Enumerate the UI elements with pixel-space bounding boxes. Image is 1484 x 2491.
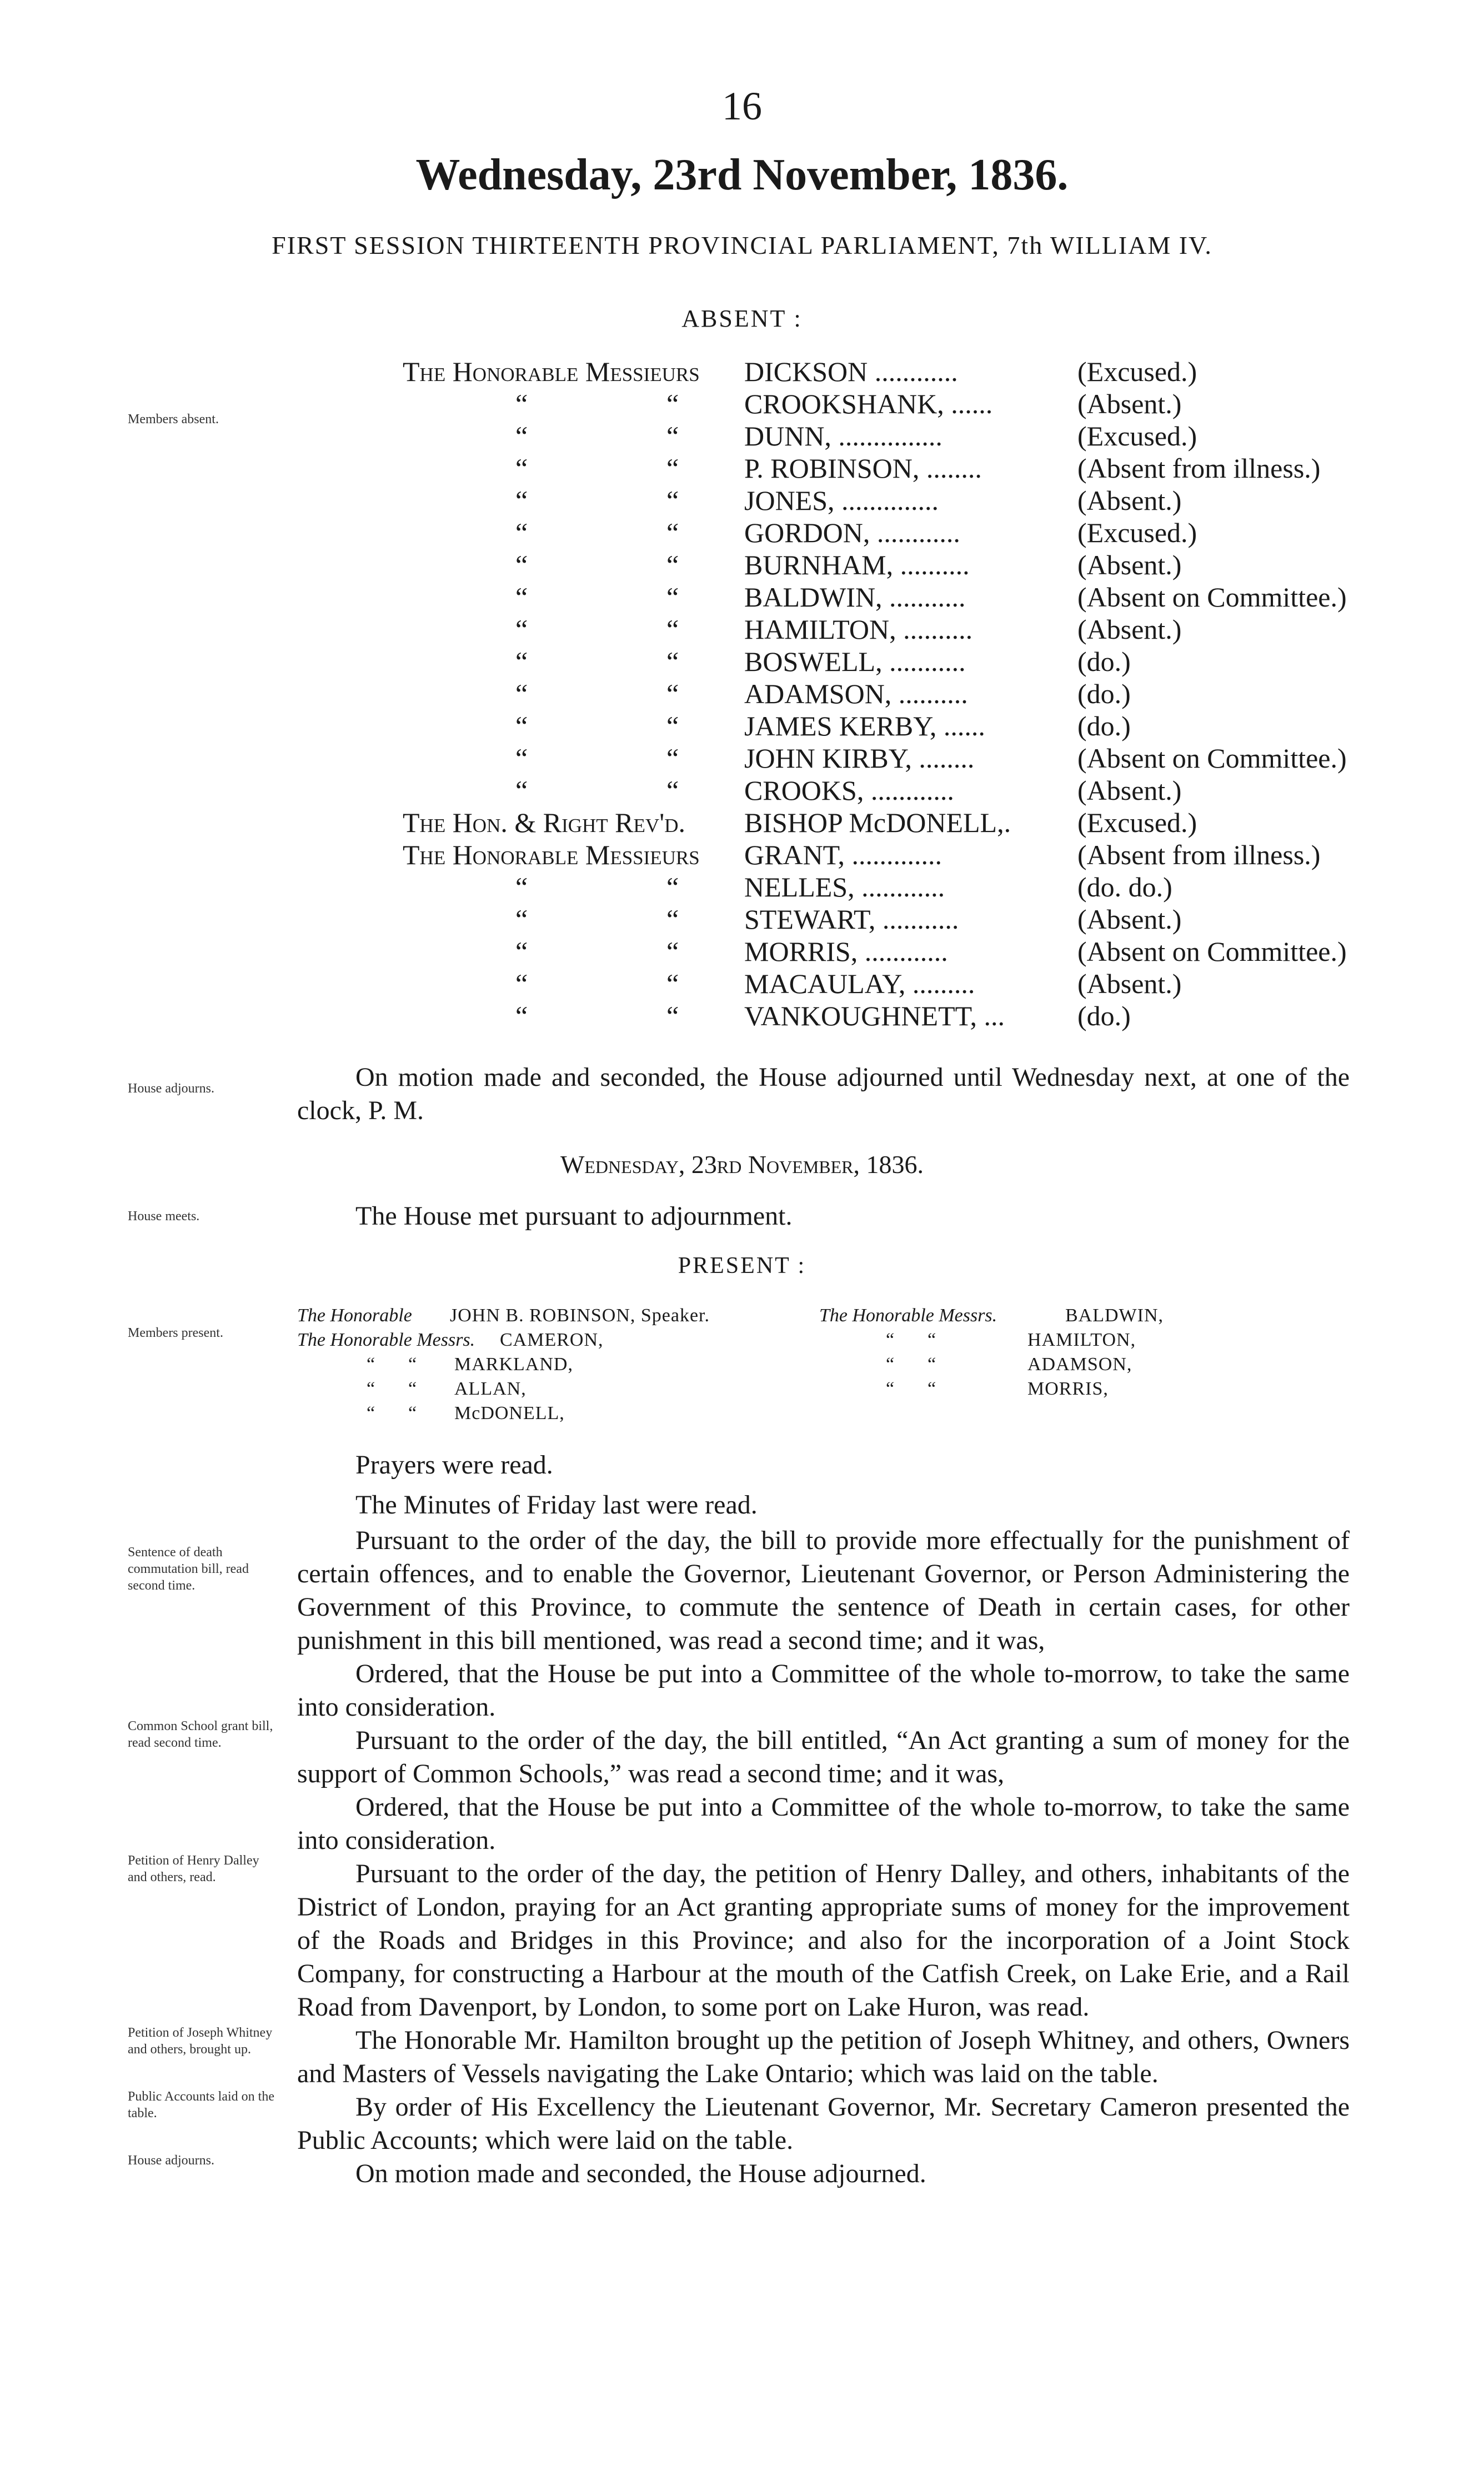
- member-status: (Excused.): [1077, 517, 1197, 548]
- school-bill-text: Pursuant to the order of the day, the bill entitled, “An Act granting a sum of money for the support of Common Schools,” was read a second time; and it was,: [297, 1726, 1350, 1788]
- adjourn-2-text: On motion made and seconded, the House adjourned.: [355, 2159, 926, 2188]
- absent-member-row: [0, 774, 1484, 806]
- absent-member-row: [0, 903, 1484, 935]
- ditto-mark: “: [666, 582, 679, 613]
- member-name: GORDON, ............: [744, 517, 960, 548]
- member-name: CAMERON,: [500, 1330, 604, 1350]
- school-bill-paragraph: [297, 1724, 1350, 1791]
- margin-note-petition-whitney: Petition of Joseph Whitney and others, brought up.: [128, 2026, 273, 2057]
- dalley-petition-text: Pursuant to the order of the day, the petition of Henry Dalley, and others, inhabitants of the District of London, praying for an Act granting appropriate sums of money for the improvement of the Roads and Bridges in this Province; and also for the incorporation of a Joint Stock Company, for constructing a Harbour at the mouth of the Catfish Creek, on Lake Erie, and a Rail Road from Davenport, by London, to some port on Lake Huron, was read.: [297, 1859, 1350, 2022]
- margin-note-sentence-of-death: Sentence of death commutation bill, read second time.: [128, 1545, 249, 1593]
- member-name: BALDWIN, ...........: [744, 582, 966, 613]
- member-status: (Absent from illness.): [1077, 839, 1321, 870]
- ditto-mark: “: [666, 871, 679, 903]
- margin-note-members-present: Members present.: [128, 1326, 223, 1340]
- ditto-mark: “: [408, 1354, 417, 1375]
- absent-member-row: [0, 839, 1484, 871]
- absent-member-row: [0, 935, 1484, 968]
- ditto-mark: “: [666, 388, 679, 419]
- accounts-text: By order of His Excellency the Lieutenant Governor, Mr. Secretary Cameron presented the Public Accounts; which were laid on the table.: [297, 2092, 1350, 2155]
- prayers-text: Prayers were read.: [355, 1450, 553, 1480]
- member-status: (do.): [1077, 1000, 1131, 1031]
- member-name: ADAMSON, ..........: [744, 678, 968, 709]
- member-name: STEWART, ...........: [744, 904, 959, 935]
- ditto-mark: “: [515, 775, 528, 806]
- ditto-mark: “: [515, 678, 528, 709]
- ditto-mark: “: [886, 1379, 895, 1399]
- date-line: Wednesday, 23rd November, 1836.: [560, 1150, 924, 1179]
- member-status: (do.): [1077, 646, 1131, 677]
- ditto-mark: “: [515, 453, 528, 484]
- ditto-mark: “: [666, 453, 679, 484]
- ditto-mark: “: [515, 710, 528, 741]
- ditto-mark: “: [515, 1000, 528, 1031]
- ditto-mark: “: [367, 1354, 375, 1375]
- ditto-mark: “: [927, 1379, 936, 1399]
- present-member-row: [0, 1354, 1484, 1380]
- death-bill-paragraph: [297, 1524, 1350, 1657]
- member-name: MARKLAND,: [454, 1354, 573, 1375]
- present-member-row: [0, 1379, 1484, 1404]
- member-title: The Honorable Messrs.: [819, 1305, 997, 1326]
- member-name: MACAULAY, .........: [744, 968, 975, 999]
- ditto-mark: “: [515, 420, 528, 452]
- whitney-petition-text: The Honorable Mr. Hamilton brought up the petition of Joseph Whitney, and others, Owners and Masters of Vessels navigating the Lake Ontario; which was laid on the table.: [297, 2026, 1350, 2088]
- absent-member-row: [0, 484, 1484, 517]
- ditto-mark: “: [666, 678, 679, 709]
- ditto-mark: “: [515, 871, 528, 903]
- page-number: 16: [722, 84, 762, 128]
- member-title: The Honorable Messieurs: [403, 839, 700, 870]
- session-line: FIRST SESSION THIRTEENTH PROVINCIAL PARLIAMENT, 7th WILLIAM IV.: [272, 231, 1212, 259]
- member-name: JOHN B. ROBINSON, Speaker.: [450, 1305, 710, 1326]
- ditto-mark: “: [367, 1379, 375, 1399]
- margin-note-house-adjourns-2: House adjourns.: [128, 2153, 214, 2168]
- ditto-mark: “: [408, 1379, 417, 1399]
- member-title: The Honorable Messrs.: [297, 1330, 475, 1350]
- absent-member-row: [0, 710, 1484, 742]
- member-name: HAMILTON, ..........: [744, 614, 973, 645]
- member-status: (Excused.): [1077, 807, 1197, 838]
- ditto-mark: “: [666, 743, 679, 774]
- margin-note-public-accounts: Public Accounts laid on the table.: [128, 2089, 274, 2121]
- school-ordered-text: Ordered, that the House be put into a Committee of the whole to-morrow, to take the same into consideration.: [297, 1792, 1350, 1855]
- ditto-mark: “: [666, 485, 679, 516]
- absent-member-row: [0, 1000, 1484, 1032]
- member-status: (do. do.): [1077, 871, 1172, 903]
- dalley-petition-paragraph: [297, 1857, 1350, 2024]
- ditto-mark: “: [666, 1000, 679, 1031]
- adjourn-2-paragraph: [297, 2157, 1350, 2191]
- member-status: (Absent on Committee.): [1077, 743, 1347, 774]
- ditto-mark: “: [666, 710, 679, 741]
- ditto-mark: “: [515, 904, 528, 935]
- ditto-mark: “: [666, 517, 679, 548]
- ditto-mark: “: [666, 968, 679, 999]
- member-status: (Absent from illness.): [1077, 453, 1321, 484]
- member-name: BALDWIN,: [1065, 1305, 1164, 1326]
- member-status: (Absent.): [1077, 485, 1182, 516]
- member-name: ADAMSON,: [1027, 1354, 1132, 1375]
- member-name: BISHOP McDONELL,.: [744, 807, 1011, 838]
- ditto-mark: “: [886, 1330, 895, 1350]
- ditto-mark: “: [515, 646, 528, 677]
- member-status: (do.): [1077, 710, 1131, 741]
- ditto-mark: “: [515, 549, 528, 580]
- absent-member-row: [0, 581, 1484, 613]
- absent-member-row: [0, 517, 1484, 549]
- member-name: NELLES, ............: [744, 871, 945, 903]
- ditto-mark: “: [515, 936, 528, 967]
- ditto-mark: “: [666, 775, 679, 806]
- margin-note-members-absent: Members absent.: [128, 412, 219, 427]
- member-name: MORRIS, ............: [744, 936, 948, 967]
- death-ordered-paragraph: [297, 1657, 1350, 1724]
- ditto-mark: “: [666, 614, 679, 645]
- ditto-mark: “: [515, 485, 528, 516]
- member-status: (Absent.): [1077, 904, 1182, 935]
- ditto-mark: “: [515, 517, 528, 548]
- accounts-paragraph: [297, 2091, 1350, 2157]
- absent-member-row: [0, 549, 1484, 581]
- page-title: Wednesday, 23rd November, 1836.: [415, 151, 1069, 199]
- member-name: MORRIS,: [1027, 1379, 1109, 1399]
- member-name: HAMILTON,: [1027, 1330, 1136, 1350]
- minutes-paragraph: [297, 1488, 1350, 1522]
- member-name: ALLAN,: [454, 1379, 527, 1399]
- member-status: (Absent.): [1077, 775, 1182, 806]
- member-name: CROOKSHANK, ......: [744, 388, 993, 419]
- margin-note-common-school: Common School grant bill, read second time.: [128, 1719, 273, 1750]
- death-ordered-text: Ordered, that the House be put into a Committee of the whole to-morrow, to take the same into consideration.: [297, 1659, 1350, 1722]
- ditto-mark: “: [666, 936, 679, 967]
- adjourn-text: On motion made and seconded, the House adjourned until Wednesday next, at one of the clock, P. M.: [297, 1062, 1350, 1125]
- member-status: (Absent.): [1077, 388, 1182, 419]
- ditto-mark: “: [408, 1403, 417, 1424]
- member-title: The Honorable Messieurs: [403, 356, 700, 387]
- member-name: DUNN, ...............: [744, 420, 942, 452]
- ditto-mark: “: [367, 1403, 375, 1424]
- house-met-paragraph: [297, 1200, 1350, 1233]
- prayers-paragraph: [297, 1449, 1350, 1482]
- ditto-mark: “: [666, 904, 679, 935]
- member-name: JONES, ..............: [744, 485, 939, 516]
- absent-member-row: [0, 613, 1484, 645]
- school-ordered-paragraph: [297, 1791, 1350, 1857]
- member-title: The Hon. & Right Rev'd.: [403, 807, 685, 838]
- adjourn-paragraph: [297, 1061, 1350, 1127]
- ditto-mark: “: [515, 968, 528, 999]
- member-name: P. ROBINSON, ........: [744, 453, 982, 484]
- member-status: (Excused.): [1077, 420, 1197, 452]
- present-member-row: [0, 1403, 1484, 1429]
- member-name: JOHN KIRBY, ........: [744, 743, 975, 774]
- present-heading: PRESENT :: [678, 1253, 806, 1279]
- margin-note-house-adjourns: House adjourns.: [128, 1081, 214, 1096]
- absent-member-row: [0, 678, 1484, 710]
- member-status: (Absent on Committee.): [1077, 936, 1347, 967]
- absent-heading: ABSENT :: [681, 305, 803, 332]
- absent-member-row: [0, 968, 1484, 1000]
- whitney-petition-paragraph: [297, 2024, 1350, 2091]
- margin-note-petition-dalley: Petition of Henry Dalley and others, read.: [128, 1853, 259, 1884]
- ditto-mark: “: [886, 1354, 895, 1375]
- absent-member-row: [0, 806, 1484, 839]
- present-member-row: [0, 1305, 1484, 1331]
- death-bill-text: Pursuant to the order of the day, the bill to provide more effectually for the punishment of certain offences, and to enable the Governor, Lieutenant Governor, or Person Administering the Government of this Province, to commute the sentence of Death in certain cases, for other punishment in this bill mentioned, was read a second time; and it was,: [297, 1526, 1350, 1655]
- ditto-mark: “: [515, 388, 528, 419]
- absent-member-row: [0, 645, 1484, 678]
- ditto-mark: “: [515, 582, 528, 613]
- absent-member-row: [0, 871, 1484, 903]
- ditto-mark: “: [927, 1330, 936, 1350]
- member-name: DICKSON ............: [744, 356, 958, 387]
- ditto-mark: “: [666, 646, 679, 677]
- member-status: (Absent.): [1077, 614, 1182, 645]
- absent-member-row: [0, 355, 1484, 388]
- member-status: (Excused.): [1077, 356, 1197, 387]
- ditto-mark: “: [666, 549, 679, 580]
- present-member-row: [0, 1330, 1484, 1355]
- ditto-mark: “: [515, 614, 528, 645]
- ditto-mark: “: [927, 1354, 936, 1375]
- absent-member-row: [0, 452, 1484, 484]
- member-name: BOSWELL, ...........: [744, 646, 966, 677]
- member-name: CROOKS, ............: [744, 775, 954, 806]
- member-status: (Absent on Committee.): [1077, 582, 1347, 613]
- house-met-text: The House met pursuant to adjournment.: [355, 1201, 793, 1231]
- member-name: VANKOUGHNETT, ...: [744, 1000, 1005, 1031]
- member-status: (Absent.): [1077, 549, 1182, 580]
- ditto-mark: “: [666, 420, 679, 452]
- absent-member-row: [0, 742, 1484, 774]
- margin-note-house-meets: House meets.: [128, 1209, 200, 1224]
- member-name: BURNHAM, ..........: [744, 549, 970, 580]
- ditto-mark: “: [515, 743, 528, 774]
- member-name: McDONELL,: [454, 1403, 565, 1424]
- member-title: The Honorable: [297, 1305, 412, 1326]
- member-status: (Absent.): [1077, 968, 1182, 999]
- member-name: GRANT, .............: [744, 839, 942, 870]
- member-name: JAMES KERBY, ......: [744, 710, 985, 741]
- member-status: (do.): [1077, 678, 1131, 709]
- minutes-text: The Minutes of Friday last were read.: [355, 1490, 758, 1520]
